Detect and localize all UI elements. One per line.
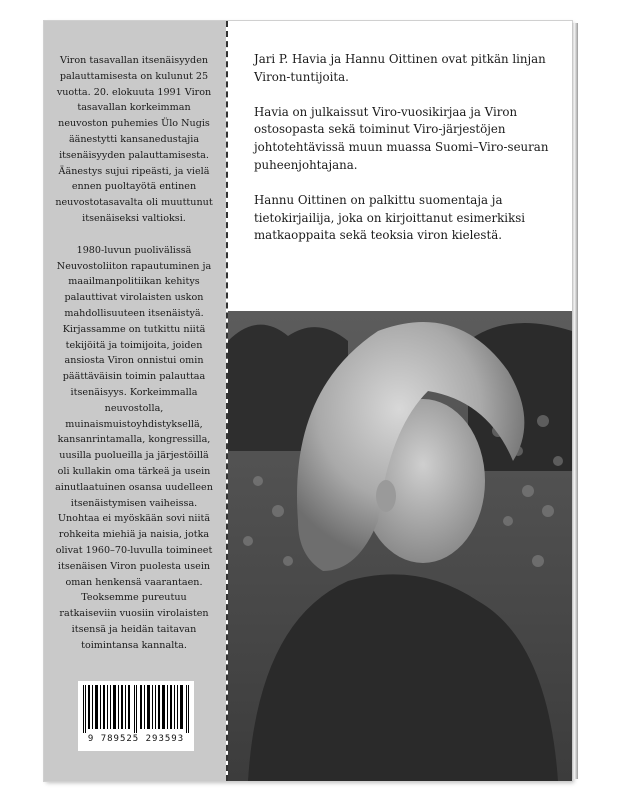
isbn-barcode: [78, 681, 194, 751]
author-paragraph-1: Jari P. Havia ja Hannu Oittinen ovat pitkän linjan Viron-tuntijoita.: [254, 52, 546, 84]
author-bio-text: [254, 51, 564, 262]
author-panel: [228, 21, 572, 781]
blurb-text: [52, 53, 216, 669]
blurb-panel: [44, 21, 226, 781]
child-photo: [228, 311, 572, 781]
barcode-bars-icon: [82, 685, 190, 733]
blurb-paragraph-1: Viron tasavallan itsenäisyyden palauttamisesta on kulunut 25 vuotta. 20. elokuuta 1991 Viron tasavallan korkeimman neuvoston puhemies Ülo Nugis äänestytti kansanedustajia itsenäisyyden palauttamisesta. Äänestys sujui ripeästi, ja vielä ennen puoltayötä entinen neuvostotasavalta oli muuttunut itsenäiseksi valtioksi.: [55, 55, 213, 224]
book-spine-edge: [572, 23, 578, 779]
book-back-cover: [44, 21, 572, 781]
isbn-number: 9 789525 293593: [87, 734, 185, 744]
author-paragraph-3: Hannu Oittinen on palkittu suomentaja ja tietokirjailija, joka on kirjoittanut esimerkiksi matkaoppaita sekä teoksia viron kielestä.: [254, 192, 526, 243]
child-portrait-icon: [228, 311, 572, 781]
author-paragraph-2: Havia on julkaissut Viro-vuosikirjaa ja Viron ostosopasta sekä toiminut Viro-järjestöjen johtotehtävissä muun muassa Suomi–Viro-seuran puheenjohtajana.: [254, 104, 549, 172]
blurb-paragraph-2: 1980-luvun puolivälissä Neuvostoliiton rapautuminen ja maailmanpolitiikan kehitys palauttivat virolaisten uskon mahdollisuuteen itsenäistyä. Kirjassamme on tutkittu niitä tekijöitä ja toimijoita, joiden ansiosta Viron onnistui omin päättäväisin toimin palauttaa itsenäisyys. Korkeimmalla neuvostolla, muinaismuistoyhdistyksellä, kansanrintamalla, kongressilla, uusilla puolueilla ja järjestöillä oli kullakin oma tärkeä ja usein ainutlaatuinen osansa uudelleen itsenäistymisen vaiheissa. Unohtaa ei myöskään sovi niitä rohkeita miehiä ja naisia, jotka olivat 1960–70-luvulla toimineet itsenäisen Viron puolesta usein oman henkensä vaarantaen. Teoksemme pureutuu ratkaiseviin vuosiin virolaisten itsensä ja heidän taitavan toimintansa kannalta.: [55, 244, 213, 651]
